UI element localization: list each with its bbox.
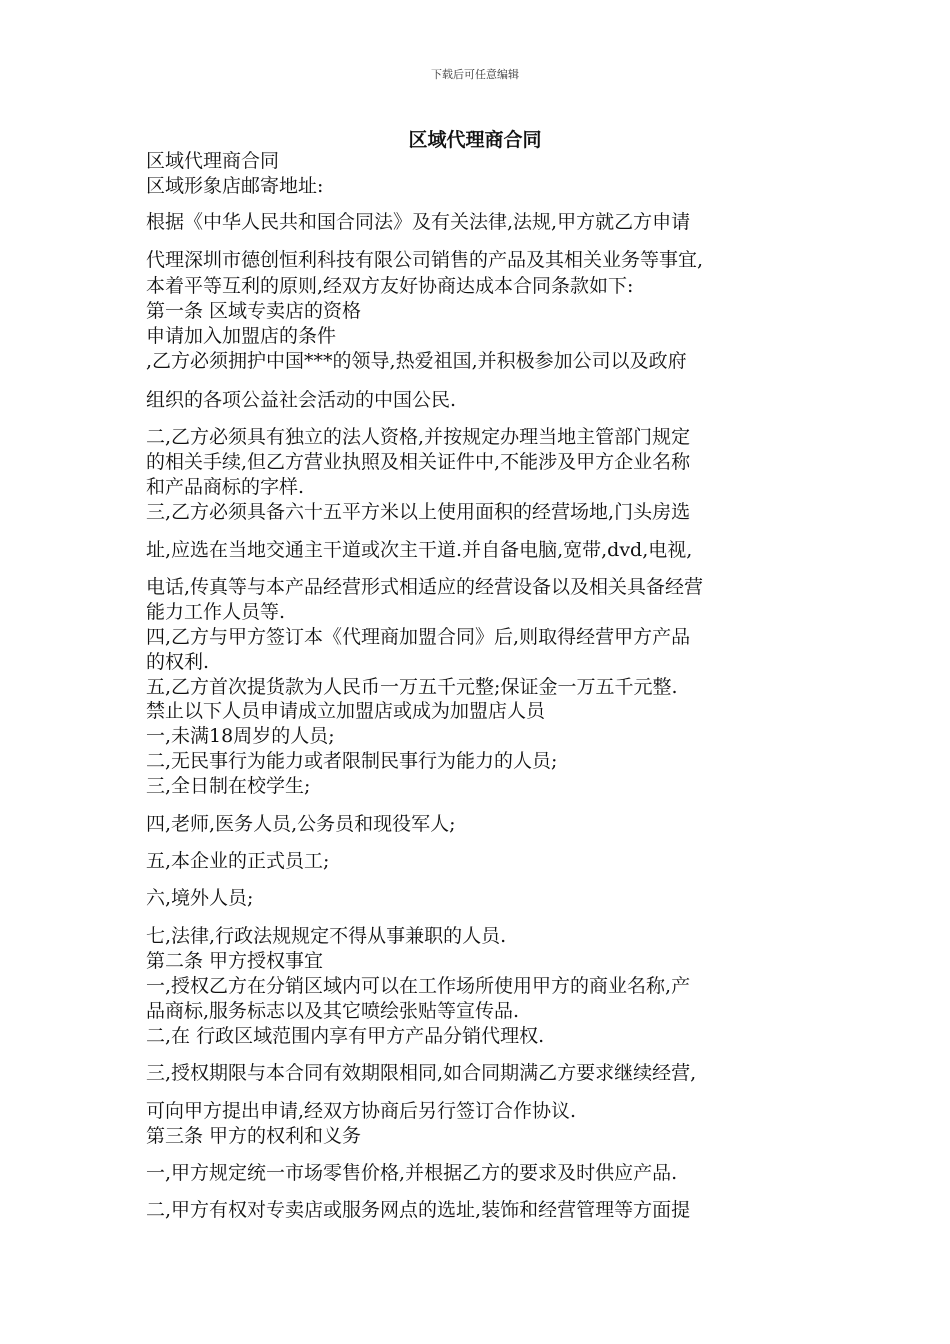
- section-heading: 第三条 甲方的权利和义务: [146, 1125, 362, 1147]
- body-line: 和产品商标的字样.: [146, 476, 305, 498]
- body-line: 二,在 行政区域范围内享有甲方产品分销代理权.: [146, 1025, 545, 1047]
- body-line: 可向甲方提出申请,经双方协商后另行签订合作协议.: [146, 1100, 577, 1122]
- body-line: 三,乙方必须具备六十五平方米以上使用面积的经营场地,门头房选: [146, 501, 691, 523]
- body-line: 四,老师,医务人员,公务员和现役军人;: [146, 813, 456, 835]
- body-line: 本着平等互利的原则,经双方友好协商达成本合同条款如下:: [146, 275, 634, 297]
- body-line: 组织的各项公益社会活动的中国公民.: [146, 389, 457, 411]
- body-line: 能力工作人员等.: [146, 601, 286, 623]
- body-line: 五,乙方首次提货款为人民币一万五千元整;保证金一万五千元整.: [146, 676, 678, 698]
- body-line: 的权利.: [146, 651, 210, 673]
- body-line: 一,未满18周岁的人员;: [146, 725, 335, 747]
- page-header-note: 下载后可任意编辑: [431, 68, 519, 81]
- body-line: 二,无民事行为能力或者限制民事行为能力的人员;: [146, 750, 558, 772]
- body-line: 七,法律,行政法规规定不得从事兼职的人员.: [146, 925, 507, 947]
- body-line: 的相关手续,但乙方营业执照及相关证件中,不能涉及甲方企业名称: [146, 451, 691, 473]
- body-line: 区域代理商合同: [146, 150, 280, 172]
- section-heading: 第一条 区域专卖店的资格: [146, 300, 362, 322]
- body-line: 区域形象店邮寄地址:: [146, 175, 324, 197]
- body-line: 六,境外人员;: [146, 887, 254, 909]
- body-line: 二,甲方有权对专卖店或服务网点的选址,装饰和经营管理等方面提: [146, 1199, 691, 1221]
- body-line: 一,授权乙方在分销区域内可以在工作场所使用甲方的商业名称,产: [146, 975, 691, 997]
- body-line: 电话,传真等与本产品经营形式相适应的经营设备以及相关具备经营: [146, 576, 704, 598]
- body-line: 二,乙方必须具有独立的法人资格,并按规定办理当地主管部门规定: [146, 426, 691, 448]
- body-line: 四,乙方与甲方签订本《代理商加盟合同》后,则取得经营甲方产品: [146, 626, 691, 648]
- body-line: 一,甲方规定统一市场零售价格,并根据乙方的要求及时供应产品.: [146, 1162, 678, 1184]
- document-title: 区域代理商合同: [408, 129, 542, 151]
- body-line: ,乙方必须拥护中国***的领导,热爱祖国,并积极参加公司以及政府: [146, 350, 687, 372]
- body-line: 五,本企业的正式员工;: [146, 850, 330, 872]
- body-line: 申请加入加盟店的条件: [146, 325, 337, 347]
- body-line: 禁止以下人员申请成立加盟店或成为加盟店人员: [146, 700, 546, 722]
- body-line: 三,全日制在校学生;: [146, 775, 311, 797]
- body-line: 根据《中华人民共和国合同法》及有关法律,法规,甲方就乙方申请: [146, 211, 691, 233]
- body-line: 址,应选在当地交通主干道或次主干道.并自备电脑,宽带,dvd,电视,: [146, 539, 693, 561]
- body-line: 代理深圳市德创恒利科技有限公司销售的产品及其相关业务等事宜,: [146, 249, 704, 271]
- body-line: 三,授权期限与本合同有效期限相同,如合同期满乙方要求继续经营,: [146, 1062, 697, 1084]
- section-heading: 第二条 甲方授权事宜: [146, 950, 324, 972]
- body-line: 品商标,服务标志以及其它喷绘张贴等宣传品.: [146, 1000, 520, 1022]
